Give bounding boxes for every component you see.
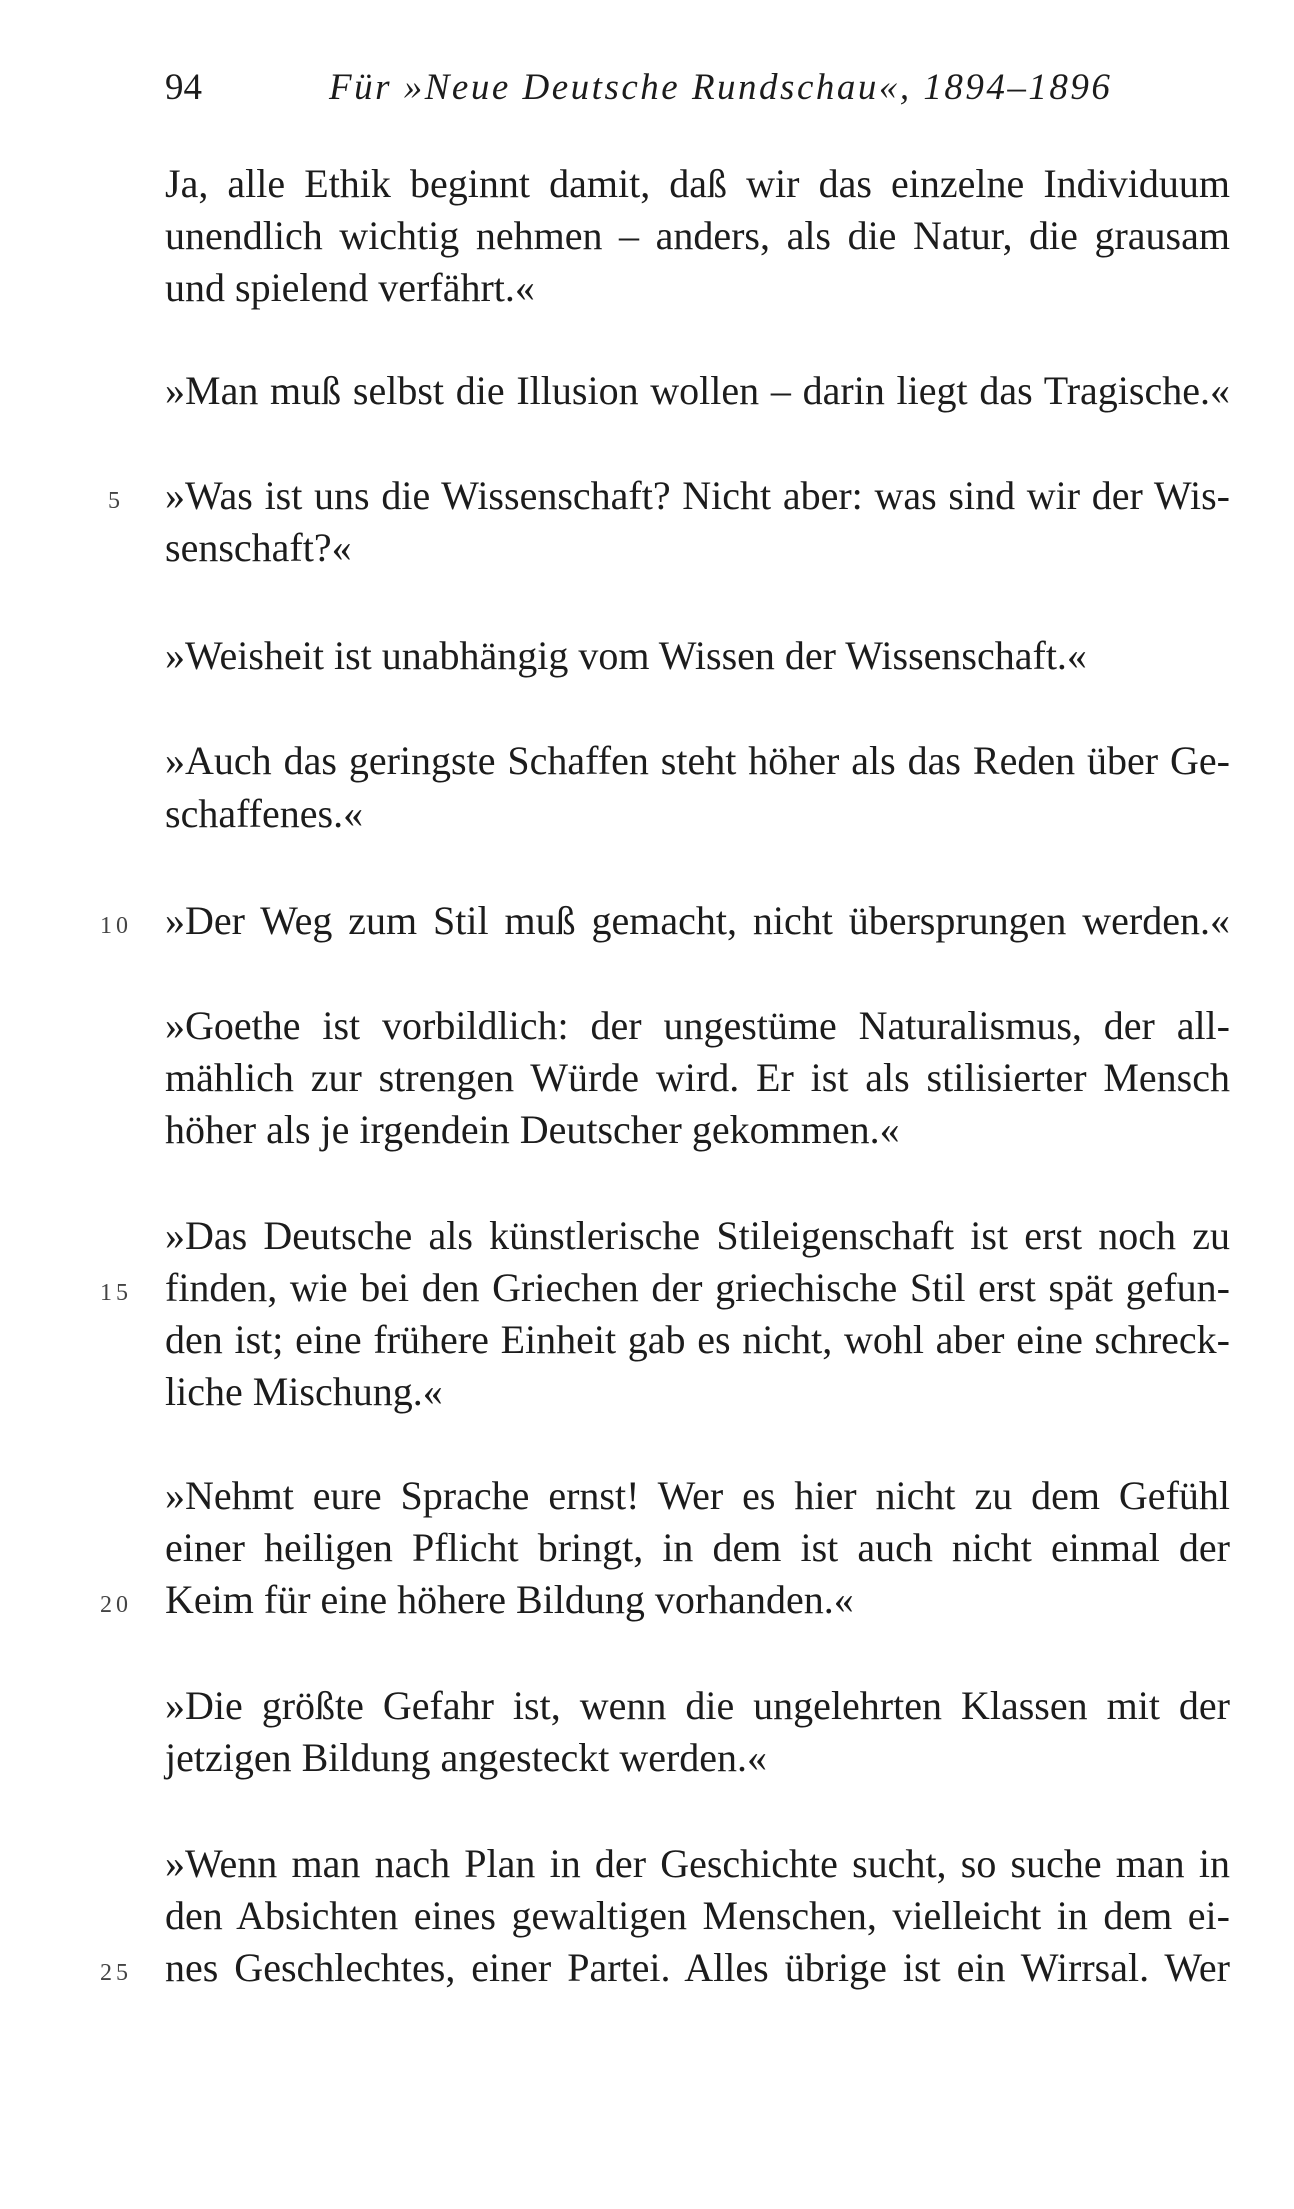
- text-line: und spielend verfährt.«: [165, 265, 535, 310]
- text-line: liche Mischung.«: [165, 1369, 443, 1414]
- text-line: Keim für eine höhere Bildung vorhanden.«: [165, 1577, 854, 1622]
- text-line: »Wenn man nach Plan in der Geschichte sucht, so suche man in: [165, 1841, 1230, 1886]
- text-line: einer heiligen Pflicht bringt, in dem ist auch nicht einmal der: [165, 1525, 1230, 1570]
- text-line: finden, wie bei den Griechen der griechische Stil erst spät gefun-: [165, 1265, 1230, 1310]
- text-line: »Nehmt eure Sprache ernst! Wer es hier nicht zu dem Gefühl: [165, 1473, 1230, 1518]
- running-head: Für »Neue Deutsche Rundschau«, 1894–1896: [329, 67, 1113, 108]
- line-number: 15: [100, 1280, 132, 1306]
- text-line: unendlich wichtig nehmen – anders, als die Natur, die grausam: [165, 213, 1230, 258]
- text-line: »Man muß selbst die Illusion wollen – darin liegt das Tragische.«: [165, 368, 1230, 413]
- text-line: mählich zur strengen Würde wird. Er ist als stilisierter Mensch: [165, 1055, 1230, 1100]
- line-number: 5: [108, 488, 124, 514]
- text-line: jetzigen Bildung angesteckt werden.«: [165, 1735, 768, 1780]
- text-line: »Goethe ist vorbildlich: der ungestüme Naturalismus, der all-: [165, 1003, 1230, 1048]
- line-number: 20: [100, 1592, 132, 1618]
- text-line: nes Geschlechtes, einer Partei. Alles übrige ist ein Wirrsal. Wer: [165, 1945, 1230, 1990]
- text-line: »Weisheit ist unabhängig vom Wissen der Wissenschaft.«: [165, 633, 1087, 678]
- text-line: »Die größte Gefahr ist, wenn die ungelehrten Klassen mit der: [165, 1683, 1230, 1728]
- text-line: »Der Weg zum Stil muß gemacht, nicht übersprungen werden.«: [165, 898, 1230, 943]
- text-line: »Auch das geringste Schaffen steht höher als das Reden über Ge-: [165, 738, 1230, 783]
- text-line: senschaft?«: [165, 525, 352, 570]
- text-line: den Absichten eines gewaltigen Menschen, vielleicht in dem ei-: [165, 1893, 1230, 1938]
- line-number: 25: [100, 1960, 132, 1986]
- text-line: den ist; eine frühere Einheit gab es nicht, wohl aber eine schreck-: [165, 1317, 1230, 1362]
- page-number: 94: [165, 67, 202, 108]
- page-header: [165, 58, 1245, 118]
- text-line: Ja, alle Ethik beginnt damit, daß wir das einzelne Individuum: [165, 161, 1230, 206]
- line-number: 10: [100, 913, 132, 939]
- text-line: »Was ist uns die Wissenschaft? Nicht aber: was sind wir der Wis-: [165, 473, 1230, 518]
- text-line: schaffenes.«: [165, 791, 364, 836]
- text-line: »Das Deutsche als künstlerische Stileigenschaft ist erst noch zu: [165, 1213, 1230, 1258]
- text-line: höher als je irgendein Deutscher gekommen.«: [165, 1107, 900, 1152]
